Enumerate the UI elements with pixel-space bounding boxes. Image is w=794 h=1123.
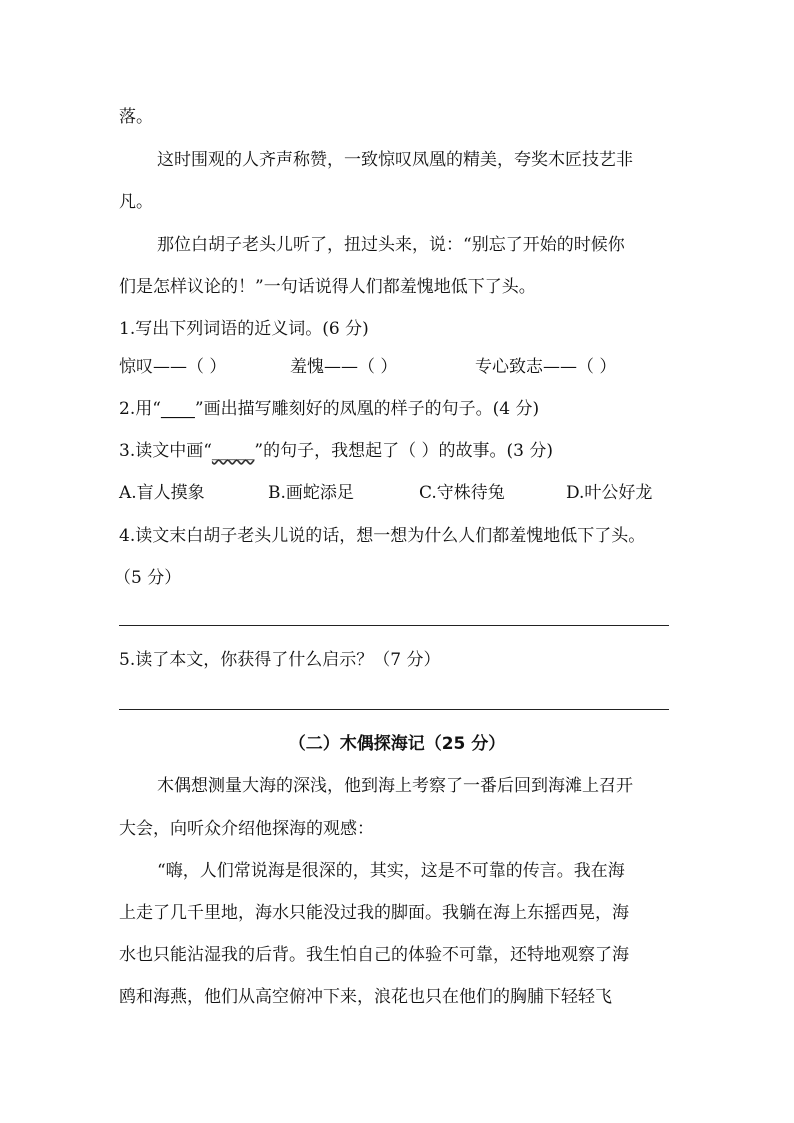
q3-option-d: D.叶公好龙 <box>566 483 653 503</box>
q2-prefix: 2.用“ <box>119 399 161 419</box>
q3-option-a: A.盲人摸象 <box>119 483 205 503</box>
passage-line: 大会，向听众介绍他探海的观感： <box>119 819 374 839</box>
passage-line: 上走了几千里地，海水只能没过我的脚面。我躺在海上东摇西晃，海 <box>119 903 629 923</box>
q3-wavy-sample: _____ <box>211 441 255 461</box>
passage-line: 这时围观的人齐声称赞，一致惊叹凤凰的精美，夸奖木匠技艺非 <box>157 150 633 170</box>
passage-line: “嗨，人们常说海是很深的，其实，这是不可靠的传言。我在海 <box>157 861 625 881</box>
q1-item-3: 专心致志——（ ） <box>475 357 617 377</box>
passage-line: 凡。 <box>119 192 153 212</box>
q3-option-c: C.守株待兔 <box>419 483 505 503</box>
passage-line: 落。 <box>119 107 153 127</box>
answer-line-q5[interactable] <box>119 709 669 710</box>
question-3 <box>119 440 553 462</box>
question-1: 1.写出下列词语的近义词。(6 分) <box>119 319 369 339</box>
question-4-points: （5 分） <box>114 568 182 588</box>
question-5: 5.读了本文，你获得了什么启示？（7 分） <box>119 650 441 670</box>
section-title: （二）木偶探海记（25 分） <box>288 734 506 754</box>
passage-line: 木偶想测量大海的深浅，他到海上考察了一番后回到海滩上召开 <box>157 776 633 796</box>
q2-suffix: ”画出描写雕刻好的凤凰的样子的句子。(4 分) <box>194 399 540 419</box>
q3-suffix: ”的句子，我想起了（ ）的故事。(3 分) <box>254 441 554 461</box>
passage-line: 鸥和海燕，他们从高空俯冲下来，浪花也只在他们的胸脯下轻轻飞 <box>119 987 612 1007</box>
q1-item-2: 羞愧——（ ） <box>290 357 398 377</box>
answer-line-q4[interactable] <box>119 625 669 626</box>
question-4: 4.读文末白胡子老头儿说的话，想一想为什么人们都羞愧地低下了头。 <box>119 526 646 546</box>
passage-line: 水也只能沾湿我的后背。我生怕自己的体验不可靠，还特地观察了海 <box>119 945 629 965</box>
question-2 <box>119 398 539 420</box>
q3-option-b: B.画蛇添足 <box>268 483 354 503</box>
q2-underline-sample: ____ <box>160 399 195 419</box>
q3-prefix: 3.读文中画“ <box>119 441 212 461</box>
q1-item-1: 惊叹——（ ） <box>119 357 227 377</box>
passage-line: 们是怎样议论的！”一句话说得人们都羞愧地低下了头。 <box>119 277 536 297</box>
passage-line: 那位白胡子老头儿听了，扭过头来，说：“别忘了开始的时候你 <box>157 235 625 255</box>
